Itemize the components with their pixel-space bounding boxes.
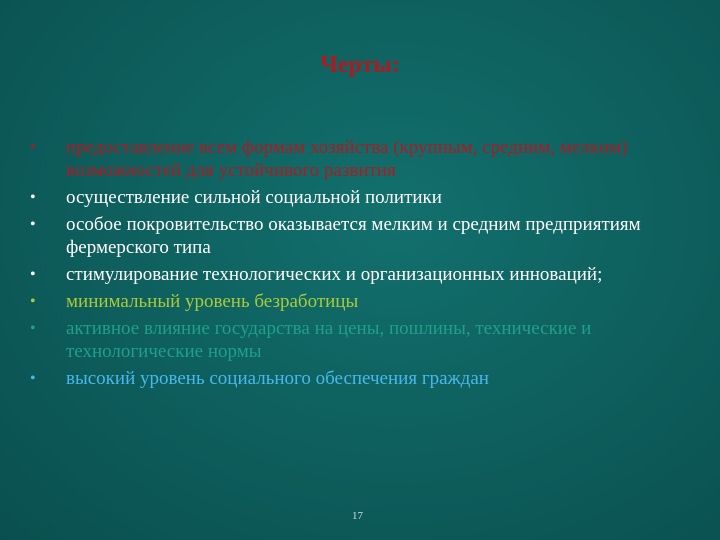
- bullet-dot-icon: •: [30, 139, 36, 156]
- bullet-item: [30, 317, 670, 363]
- bullet-text: стимулирование технологических и организационных инноваций;: [66, 264, 603, 285]
- bullet-dot-icon: •: [30, 370, 36, 387]
- bullet-item: [30, 213, 670, 259]
- bullet-dot-icon: •: [30, 266, 36, 283]
- bullet-dot-icon: •: [30, 293, 36, 310]
- bullet-dot-icon: •: [30, 189, 36, 206]
- bullet-text: высокий уровень социального обеспечения граждан: [66, 368, 489, 389]
- bullet-item: [30, 136, 670, 182]
- bullet-dot-icon: •: [30, 320, 36, 337]
- bullet-item: [30, 290, 670, 313]
- bullet-text: особое покровительство оказывается мелким и средним предприятиям фермерского типа: [66, 214, 641, 258]
- bullet-text: предоставление всем формам хозяйства (крупным, средним, мелким) возможностей для устойчивого развития: [66, 137, 628, 181]
- page-number: 17: [352, 510, 363, 522]
- slide-title: Черты:: [320, 52, 400, 78]
- bullet-item: [30, 186, 670, 209]
- bullet-text: осуществление сильной социальной политики: [66, 187, 442, 208]
- bullet-item: [30, 367, 670, 390]
- bullet-dot-icon: •: [30, 216, 36, 233]
- bullet-list: [30, 136, 670, 394]
- bullet-text: активное влияние государства на цены, пошлины, технические и технологические нормы: [66, 318, 592, 362]
- bullet-item: [30, 263, 670, 286]
- bullet-text: минимальный уровень безработицы: [66, 291, 359, 312]
